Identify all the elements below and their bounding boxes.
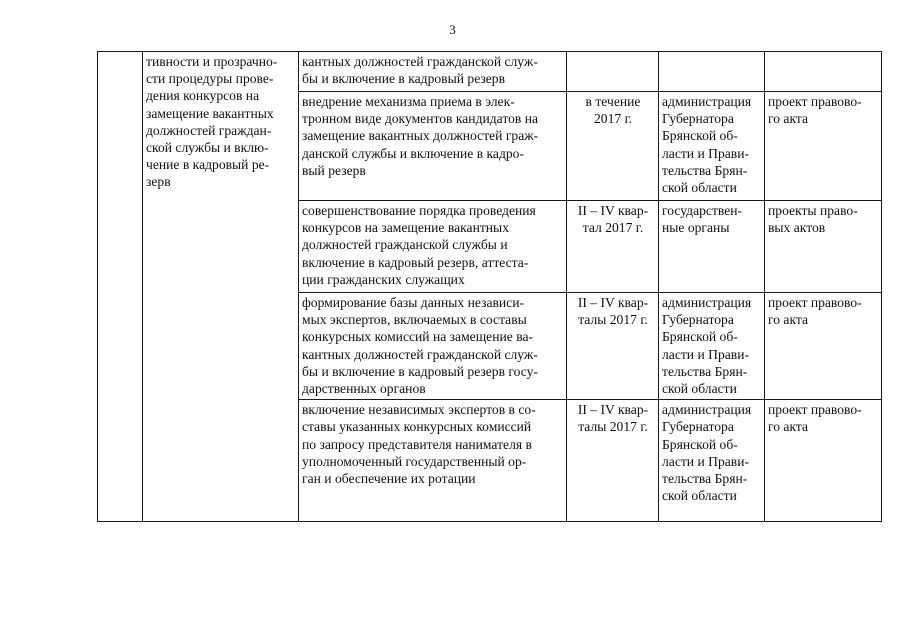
executor-line: государствен- (662, 203, 743, 218)
term-line: в течение (585, 94, 641, 109)
result-cell (765, 400, 882, 522)
executor-line: тельства Брян- (662, 363, 748, 379)
term-cell (567, 92, 659, 201)
measure-line: вый резерв (302, 162, 366, 178)
measure-line: должностей гражданской службы и (302, 237, 508, 253)
result-line: го акта (768, 312, 809, 328)
result-cell (765, 293, 882, 400)
result-line: го акта (768, 419, 809, 435)
term-line: II – IV квар- (577, 402, 649, 418)
measure-cell (299, 293, 567, 400)
measure-line: ган и обеспечение их ротации (302, 471, 476, 487)
goal-line: сти процедуры прове- (146, 71, 274, 87)
measure-line: кантных должностей гражданской служ- (302, 54, 538, 69)
executor-line: Брянской об- (662, 128, 738, 144)
term-line: 2017 г. (593, 111, 633, 127)
number-cell (98, 52, 143, 522)
executor-line: тельства Брян- (662, 471, 748, 487)
executor-line: Губернатора (662, 312, 734, 328)
executor-line: Губернатора (662, 111, 734, 127)
result-line: проект правово- (768, 94, 862, 109)
executor-line: ской области (662, 381, 737, 397)
result-line: вых актов (768, 220, 826, 236)
measure-line: данской службы и включение в кадро- (302, 145, 524, 161)
result-line: проект правово- (768, 295, 862, 310)
measure-line: конкурсных комиссий на замещение ва- (302, 329, 533, 345)
term-line: талы 2017 г. (578, 312, 648, 328)
measure-line: кантных должностей гражданской служ- (302, 346, 538, 362)
result-line: проект правово- (768, 402, 862, 418)
goal-line: чение в кадровый ре- (146, 157, 270, 173)
executor-line: ласти и Прави- (662, 346, 750, 362)
result-cell (765, 201, 882, 293)
term-cell (567, 52, 659, 92)
goal-cell (143, 52, 299, 522)
executor-line: администрация (662, 295, 752, 310)
measure-cell (299, 52, 567, 92)
term-cell (567, 400, 659, 522)
executor-line: ласти и Прави- (662, 453, 750, 469)
table-row (98, 52, 882, 92)
goal-line: тивности и прозрачно- (146, 54, 278, 69)
term-cell (567, 201, 659, 293)
measure-line: включение в кадровый резерв, аттеста- (302, 254, 529, 270)
executor-line: ской области (662, 488, 737, 504)
measure-line: бы и включение в кадровый резерв (302, 71, 506, 87)
measure-line: ции гражданских служащих (302, 271, 465, 287)
measures-table-body (98, 52, 882, 522)
executor-line: ласти и Прави- (662, 145, 750, 161)
result-line: проекты право- (768, 203, 858, 218)
term-line: II – IV квар- (577, 203, 649, 218)
executor-line: Губернатора (662, 419, 734, 435)
executor-cell (659, 92, 765, 201)
executor-line: Брянской об- (662, 436, 738, 452)
executor-cell (659, 400, 765, 522)
measure-line: уполномоченный государственный ор- (302, 453, 527, 469)
measure-line: дарственных органов (302, 381, 426, 397)
executor-cell (659, 293, 765, 400)
result-cell (765, 92, 882, 201)
result-cell (765, 52, 882, 92)
measure-line: мых экспертов, включаемых в составы (302, 312, 527, 328)
executor-cell (659, 201, 765, 293)
executor-line: тельства Брян- (662, 162, 748, 178)
measure-line: конкурсов на замещение вакантных (302, 220, 509, 236)
page-number: 3 (449, 22, 456, 37)
measure-line: внедрение механизма приема в элек- (302, 94, 515, 109)
term-line: талы 2017 г. (578, 419, 648, 435)
measure-line: тронном виде документов кандидатов на (302, 111, 539, 127)
term-line: тал 2017 г. (582, 220, 644, 236)
goal-line: замещение вакантных (146, 105, 274, 121)
measure-line: замещение вакантных должностей граж- (302, 128, 539, 144)
measure-line: формирование базы данных независи- (302, 295, 525, 310)
measure-line: бы и включение в кадровый резерв госу- (302, 363, 538, 379)
measures-table (97, 51, 882, 522)
executor-line: ской области (662, 180, 737, 196)
goal-line: должностей граждан- (146, 122, 272, 138)
result-line: го акта (768, 111, 809, 127)
measure-cell (299, 400, 567, 522)
measure-cell (299, 92, 567, 201)
term-cell (567, 293, 659, 400)
measure-line: ставы указанных конкурсных комиссий (302, 419, 532, 435)
measure-line: включение независимых экспертов в со- (302, 402, 536, 418)
goal-line: дения конкурсов на (146, 88, 260, 104)
measure-line: по запросу представителя нанимателя в (302, 436, 532, 452)
executor-line: администрация (662, 94, 752, 109)
executor-line: ные органы (662, 220, 730, 236)
goal-line: зерв (146, 174, 171, 190)
term-line: II – IV квар- (577, 295, 649, 310)
executor-cell (659, 52, 765, 92)
executor-line: Брянской об- (662, 329, 738, 345)
measure-cell (299, 201, 567, 293)
goal-line: ской службы и вклю- (146, 140, 269, 156)
executor-line: администрация (662, 402, 752, 418)
measure-line: совершенствование порядка проведения (302, 203, 536, 218)
